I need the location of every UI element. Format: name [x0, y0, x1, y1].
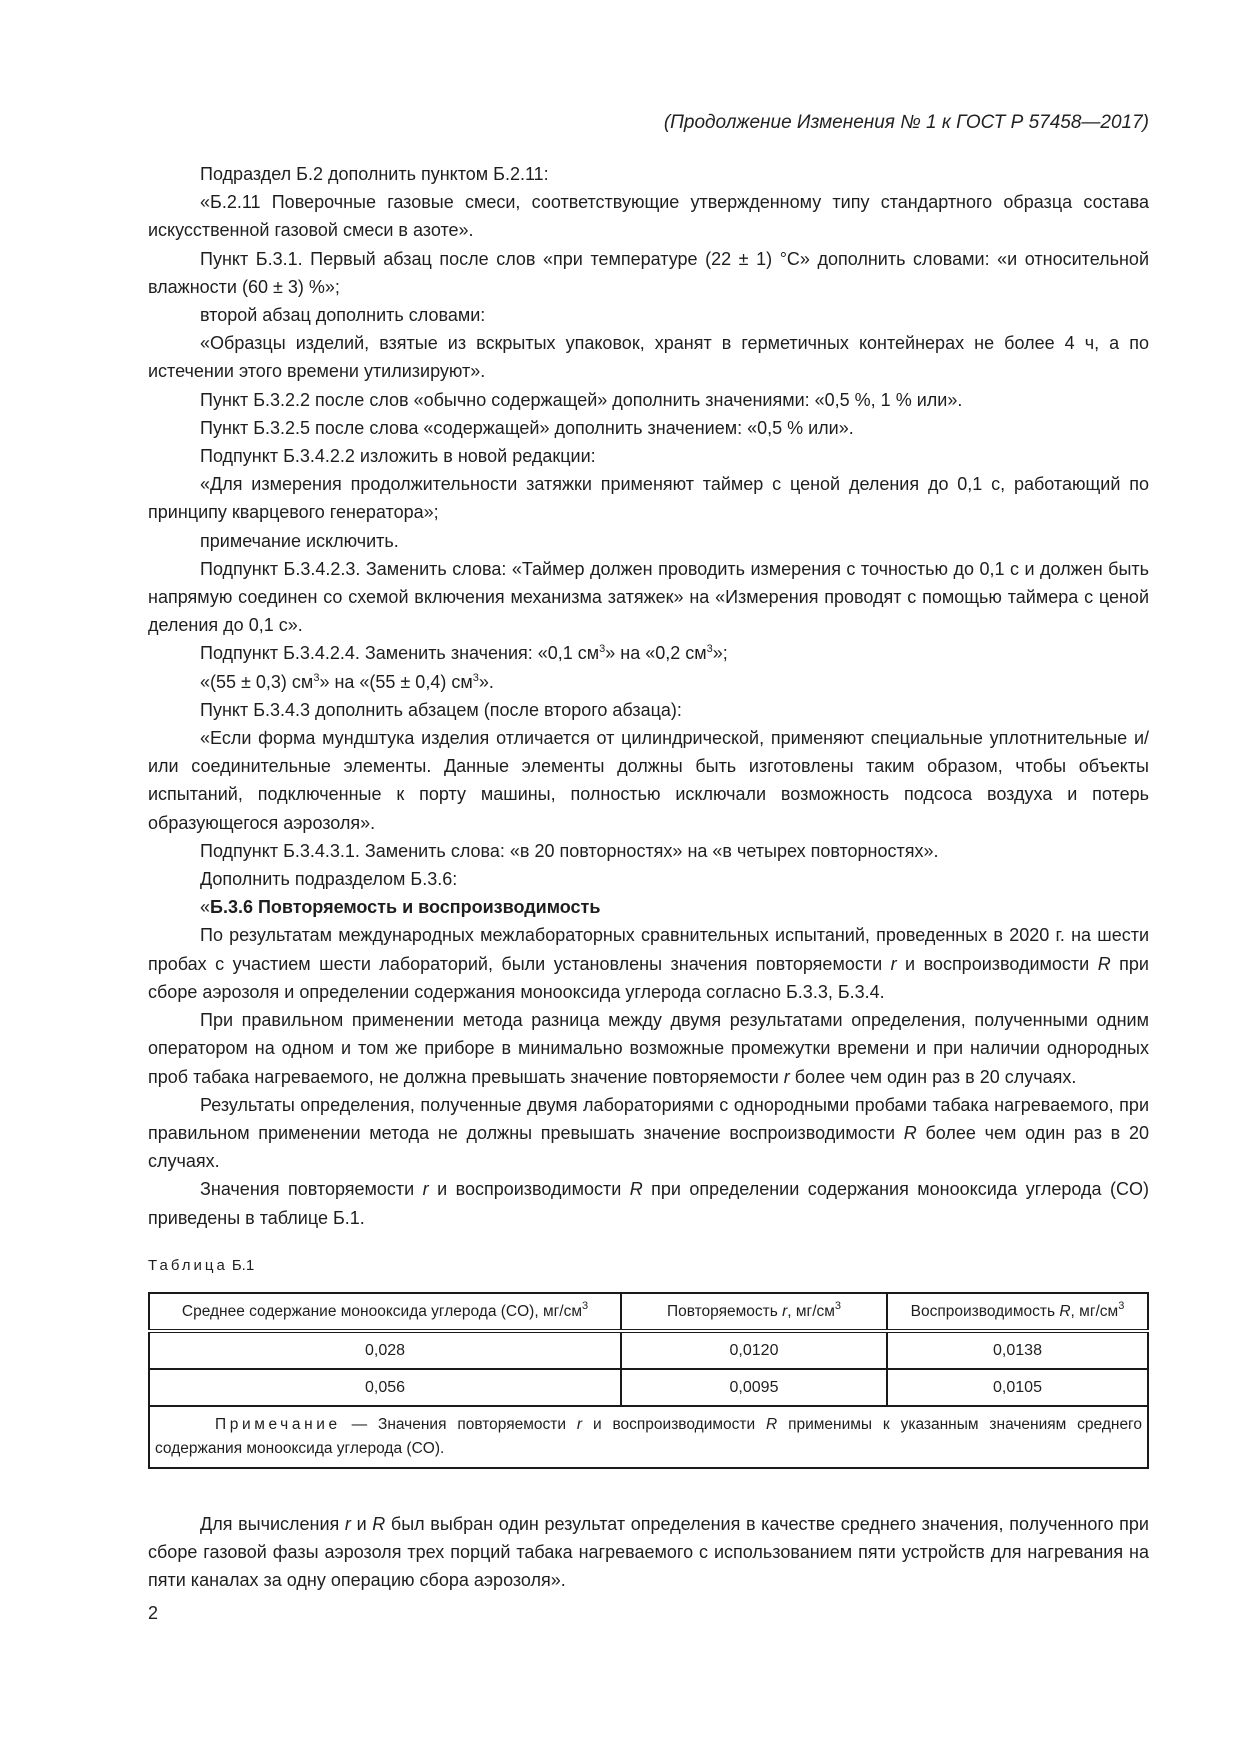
closing-section: [148, 1510, 1149, 1595]
text-run: По результатам международных межлабораторных сравнительных испытаний, проведенных в 2020 г. на шести пробах с участием шести лабораторий, были установлены значения повторяемости: [148, 925, 1149, 974]
header-text: Среднее содержание монооксида углерода (CO), мг/см: [181, 1302, 582, 1320]
column-header: [149, 1293, 621, 1331]
text-run: и воспроизводимости: [582, 1416, 767, 1433]
variable: r: [890, 953, 897, 974]
paragraph: «Б.2.11 Поверочные газовые смеси, соответствующие утвержденному типу стандартного образца состава искусственной газовой смеси в азоте».: [148, 192, 1149, 241]
table-note: [149, 1406, 1148, 1468]
text-run: при сборе аэрозоля и определении содержания монооксида углерода согласно Б.3.3, Б.3.4.: [148, 953, 1149, 1002]
caption-number: Б.1: [231, 1257, 255, 1274]
paragraph: Пункт Б.3.2.2 после слов «обычно содержащей» дополнить значениями: «0,5 %, 1 % или».: [200, 389, 963, 410]
caption-label: Таблица: [148, 1257, 228, 1274]
paragraph: Подпункт Б.3.4.2.2 изложить в новой редакции:: [200, 446, 596, 467]
text-run: более чем один раз в 20 случаях.: [148, 1122, 1149, 1172]
paragraph: «Образцы изделий, взятые из вскрытых упаковок, хранят в герметичных контейнерах не более 4 ч, а по истечении этого времени утилизируют».: [148, 333, 1149, 382]
running-header: (Продолжение Изменения № 1 к ГОСТ Р 57458—2017): [663, 112, 1149, 133]
paragraph: второй абзац дополнить словами:: [200, 305, 486, 326]
variable: r: [422, 1179, 429, 1200]
paragraph: Пункт Б.3.1. Первый абзац после слов «при температуре (22 ± 1) °C» дополнить словами: «и относительной влажности (60 ± 3) %»;: [148, 248, 1149, 297]
table-cell: 0,0105: [887, 1369, 1148, 1406]
text-run: Результаты определения, полученные двумя лабораториями с однородными пробами табака нагреваемого, при правильном применении метода не должны превышать значение воспроизводимости: [148, 1094, 1149, 1143]
table-header-row: [149, 1293, 1148, 1331]
text-run: » на «0,2 см: [605, 643, 707, 664]
paragraph: [148, 668, 1149, 696]
text-run: ».: [478, 671, 494, 692]
table-cell: 0,0120: [621, 1331, 887, 1369]
column-header: [887, 1293, 1148, 1331]
table-row: [149, 1331, 1148, 1369]
variable: r: [576, 1416, 583, 1433]
document-body: [148, 160, 1149, 1232]
variable: R: [629, 1179, 643, 1200]
table-cell: 0,0138: [887, 1331, 1148, 1369]
superscript: 3: [706, 643, 713, 656]
paragraph: Подпункт Б.3.4.2.3. Заменить слова: «Таймер должен проводить измерения с точностью до 0,1 с и должен быть напрямую соединен со схемой включения механизма затяжек» на «Измерения проводят с помощью таймера с ценой деления до 0,1 с».: [148, 558, 1149, 636]
text-run: и воспроизводимости: [428, 1179, 630, 1200]
header-text: , мг/см: [1070, 1302, 1119, 1320]
text-run: — Значения повторяемости: [340, 1416, 577, 1433]
data-table: [148, 1292, 1149, 1469]
superscript: 3: [313, 671, 320, 684]
variable: r: [782, 1302, 788, 1320]
table-cell: 0,028: [149, 1331, 621, 1369]
text-run: и: [350, 1514, 373, 1534]
paragraph: Подпункт Б.3.4.3.1. Заменить слова: «в 20 повторностях» на «в четырех повторностях».: [200, 840, 939, 861]
page-number: 2: [148, 1603, 159, 1623]
table-caption: [148, 1257, 254, 1274]
paragraph: [148, 1175, 1149, 1231]
text-run: применимы к указанным значениям среднего содержания монооксида углерода (CO).: [155, 1416, 1142, 1457]
table-cell: 0,056: [149, 1369, 621, 1406]
paragraph: [148, 1091, 1149, 1176]
header-text: Повторяемость: [666, 1302, 783, 1320]
column-header: [621, 1293, 887, 1331]
text-run: »;: [712, 643, 728, 664]
variable: R: [903, 1122, 917, 1143]
header-text: Воспроизводимость: [910, 1302, 1060, 1320]
note-label: Примечание: [215, 1416, 341, 1433]
table-cell: 0,0095: [621, 1369, 887, 1406]
paragraph: Дополнить подразделом Б.3.6:: [200, 869, 458, 890]
text-run: При правильном применении метода разница между двумя результатами определения, полученными одним оператором на одном и том же приборе в минимально возможные промежутки времени и при наличии однородных проб табака нагреваемого, не должна превышать значение повторяемости: [148, 1010, 1149, 1087]
text-run: » на «(55 ± 0,4) см: [319, 671, 473, 692]
variable: r: [783, 1066, 790, 1087]
text-run: Для вычисления: [200, 1514, 345, 1534]
text-run: был выбран один результат определения в качестве среднего значения, полученного при сборе газовой фазы аэрозоля трех порций табака нагреваемого с использованием пяти устройств для нагревания на пяти каналах за одну операцию сбора аэрозоля».: [148, 1514, 1149, 1591]
text-run: Подпункт Б.3.4.2.4. Заменить значения: «0,1 см: [200, 643, 600, 664]
paragraph: Пункт Б.3.4.3 дополнить абзацем (после второго абзаца):: [200, 699, 682, 720]
header-text: , мг/см: [787, 1302, 835, 1320]
paragraph: «Если форма мундштука изделия отличается от цилиндрической, применяют специальные уплотнительные и/или соединительные элементы. Данные элементы должны быть изготовлены таким образом, чтобы объекты испытаний, подключенные к порту машины, полностью исключали возможность подсоса воздуха и потерь образующегося аэрозоля».: [148, 728, 1149, 833]
text-run: «(55 ± 0,3) см: [200, 671, 314, 692]
paragraph: «Для измерения продолжительности затяжки применяют таймер с ценой деления до 0,1 с, работающий по принципу кварцевого генератора»;: [148, 474, 1149, 523]
table-row: [149, 1369, 1148, 1406]
section-heading: [148, 893, 1149, 921]
variable: r: [344, 1514, 351, 1534]
superscript: 3: [599, 643, 606, 656]
variable: R: [1059, 1302, 1071, 1320]
paragraph: [148, 921, 1149, 1006]
paragraph: [148, 1006, 1149, 1091]
text-run: при определении содержания монооксида углерода (CO) приведены в таблице Б.1.: [148, 1179, 1149, 1228]
paragraph: Подраздел Б.2 дополнить пунктом Б.2.11:: [200, 164, 549, 184]
variable: R: [1097, 953, 1111, 974]
superscript: 3: [834, 1299, 842, 1312]
table-note-row: [149, 1406, 1148, 1468]
superscript: 3: [1118, 1299, 1125, 1312]
text-run: «: [200, 897, 211, 918]
paragraph: примечание исключить.: [200, 530, 399, 551]
superscript: 3: [472, 671, 479, 684]
variable: R: [372, 1514, 386, 1534]
variable: R: [766, 1416, 778, 1433]
paragraph: Пункт Б.3.2.5 после слова «содержащей» дополнить значением: «0,5 % или».: [200, 417, 854, 438]
section-title: Б.3.6 Повторяемость и воспроизводимость: [210, 897, 601, 918]
superscript: 3: [581, 1299, 589, 1312]
paragraph: [148, 1510, 1149, 1595]
text-run: и воспроизводимости: [896, 953, 1098, 974]
paragraph: [148, 639, 1149, 667]
text-run: более чем один раз в 20 случаях.: [789, 1066, 1077, 1087]
text-run: Значения повторяемости: [200, 1179, 423, 1200]
